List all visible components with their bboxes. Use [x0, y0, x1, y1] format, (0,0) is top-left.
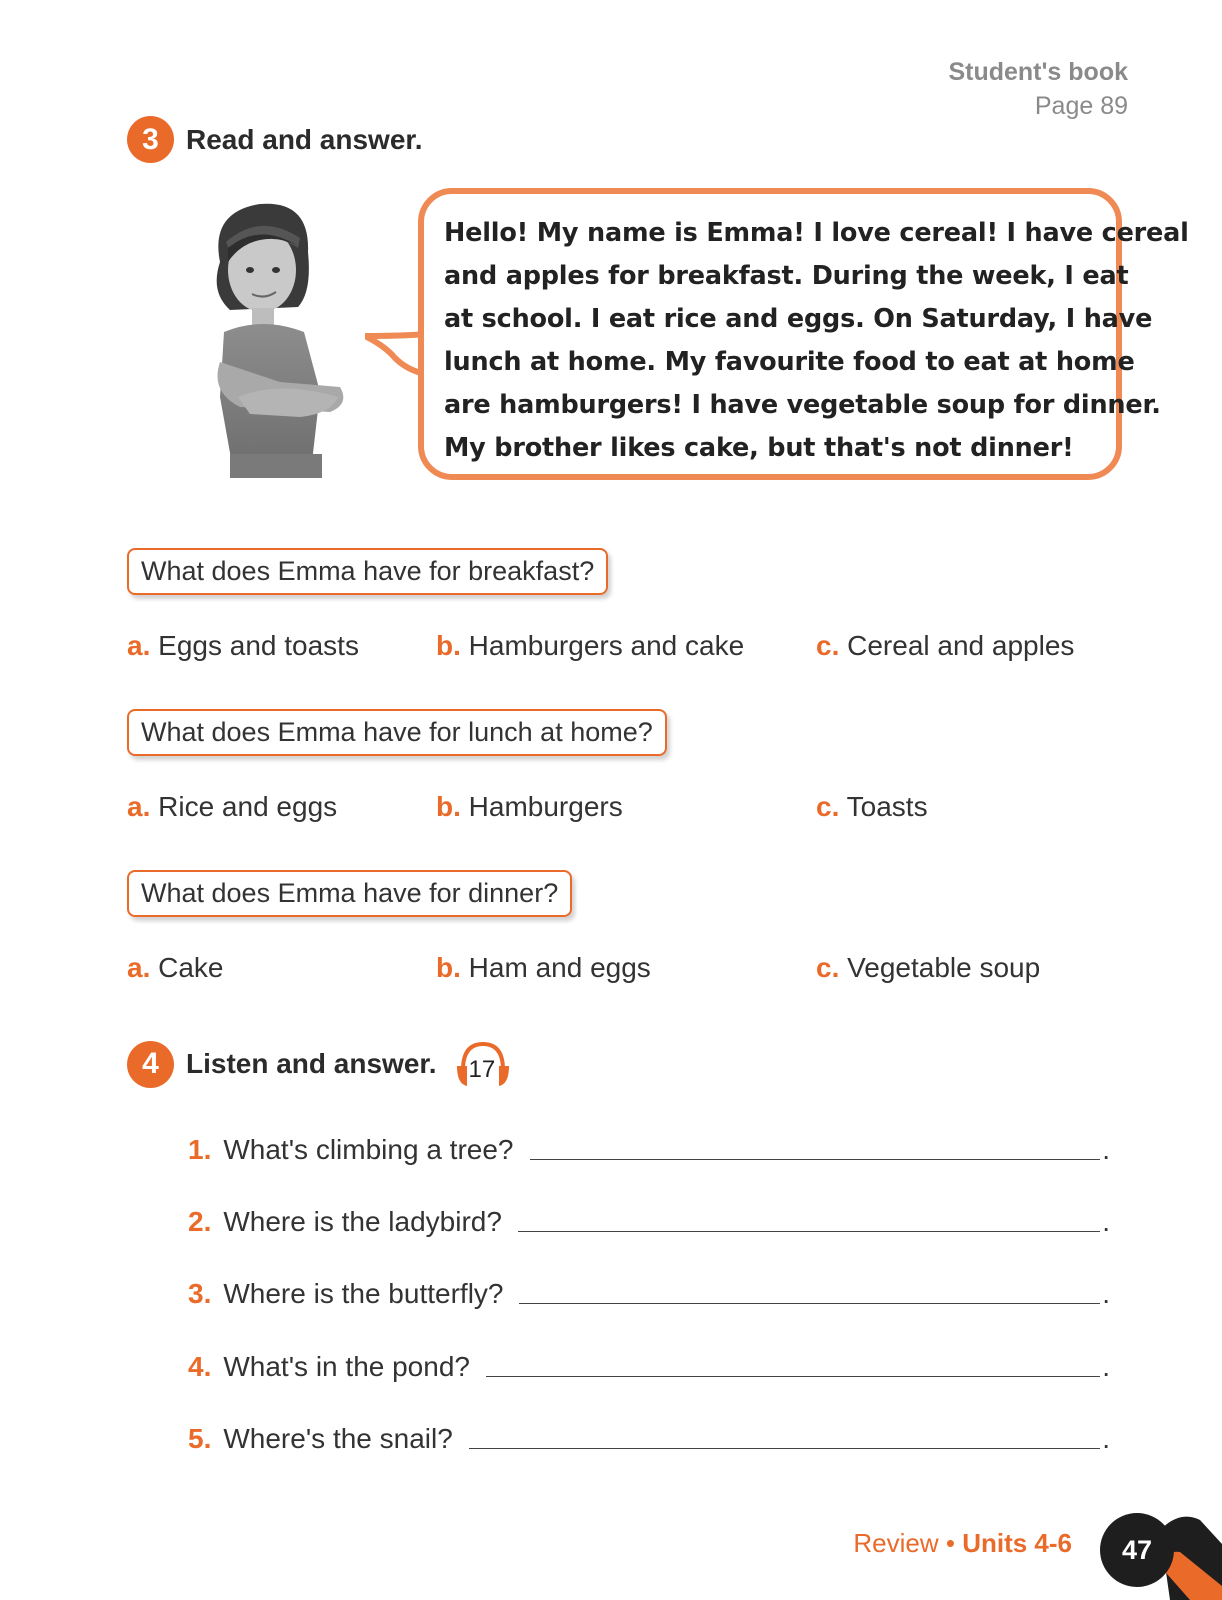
item-question: Where's the snail?: [223, 1423, 453, 1454]
question-lunch: What does Emma have for lunch at home?: [127, 709, 667, 756]
girl-photo: [180, 192, 370, 482]
section-number-badge: 4: [127, 1041, 174, 1088]
answer-line[interactable]: [530, 1158, 1101, 1160]
listen-item-2: 2. Where is the ladybird? .: [188, 1206, 1110, 1237]
section-4-heading: [127, 1040, 513, 1088]
section-3-heading: [127, 116, 423, 163]
option-letter: c.: [816, 952, 840, 983]
listen-item-1: 1. What's climbing a tree? .: [188, 1134, 1110, 1165]
option-letter: b.: [436, 630, 461, 661]
section-title: Listen and answer.: [186, 1048, 437, 1079]
listen-item-3: 3. Where is the butterfly? .: [188, 1278, 1110, 1309]
footer-review: [853, 1528, 1072, 1559]
answer-row-dinner: [127, 952, 1127, 988]
bubble-line: Hello! My name is Emma! I love cereal! I have cereal: [444, 218, 1189, 248]
units-label: Units 4-6: [962, 1528, 1072, 1558]
answer-line[interactable]: [469, 1447, 1100, 1449]
answer-line[interactable]: [518, 1230, 1100, 1232]
answer-option-a[interactable]: [127, 952, 224, 984]
bubble-line: lunch at home. My favourite food to eat at home: [444, 347, 1135, 377]
section-number-badge: 3: [127, 116, 174, 163]
bullet: •: [945, 1528, 955, 1558]
answer-option-a[interactable]: [127, 791, 337, 823]
answer-line[interactable]: [519, 1302, 1100, 1304]
answer-row-lunch: [127, 791, 1127, 827]
speech-bubble: [418, 188, 1189, 480]
question-breakfast: What does Emma have for breakfast?: [127, 548, 608, 595]
answer-option-b[interactable]: [436, 630, 744, 662]
item-number: 2.: [188, 1206, 212, 1237]
option-text: Eggs and toasts: [158, 630, 359, 661]
answer-option-c[interactable]: [816, 791, 928, 823]
answer-option-b[interactable]: [436, 791, 623, 823]
answer-option-b[interactable]: [436, 952, 651, 984]
option-text: Cereal and apples: [847, 630, 1075, 661]
option-text: Vegetable soup: [847, 952, 1041, 983]
page-number-badge: 47: [1100, 1513, 1174, 1587]
book-reference: [948, 56, 1128, 123]
answer-option-c[interactable]: [816, 630, 1074, 662]
bubble-line: and apples for breakfast. During the week, I eat: [444, 261, 1129, 291]
item-question: Where is the butterfly?: [223, 1278, 504, 1309]
bubble-line: at school. I eat rice and eggs. On Saturday, I have: [444, 304, 1153, 334]
option-letter: a.: [127, 791, 151, 822]
question-dinner: What does Emma have for dinner?: [127, 870, 572, 917]
listen-item-5: 5. Where's the snail? .: [188, 1423, 1110, 1454]
section-title: Read and answer.: [186, 123, 423, 155]
option-letter: a.: [127, 630, 151, 661]
review-label: Review: [853, 1528, 939, 1558]
option-text: Rice and eggs: [158, 791, 338, 822]
option-letter: b.: [436, 791, 461, 822]
option-text: Toasts: [846, 791, 928, 822]
bubble-line: are hamburgers! I have vegetable soup for dinner.: [444, 390, 1161, 420]
option-letter: a.: [127, 952, 151, 983]
option-letter: c.: [816, 630, 840, 661]
track-number: 17: [468, 1056, 496, 1083]
option-text: Ham and eggs: [468, 952, 651, 983]
item-question: What's in the pond?: [223, 1351, 470, 1382]
item-number: 1.: [188, 1134, 212, 1165]
option-text: Cake: [158, 952, 224, 983]
option-text: Hamburgers and cake: [468, 630, 745, 661]
answer-option-a[interactable]: [127, 630, 359, 662]
answer-line[interactable]: [486, 1375, 1100, 1377]
item-question: Where is the ladybird?: [223, 1206, 502, 1237]
item-number: 3.: [188, 1278, 212, 1309]
item-number: 4.: [188, 1351, 212, 1382]
item-question: What's climbing a tree?: [223, 1134, 514, 1165]
option-text: Hamburgers: [468, 791, 623, 822]
answer-row-breakfast: [127, 630, 1127, 666]
headphones-icon[interactable]: [453, 1040, 513, 1088]
answer-option-c[interactable]: [816, 952, 1040, 984]
page-label: Page 89: [1034, 92, 1128, 120]
option-letter: b.: [436, 952, 461, 983]
option-letter: c.: [816, 791, 840, 822]
bubble-line: My brother likes cake, but that's not dinner!: [444, 433, 1074, 463]
listen-item-4: 4. What's in the pond? .: [188, 1351, 1110, 1382]
book-label: Student's book: [948, 58, 1128, 86]
item-number: 5.: [188, 1423, 212, 1454]
